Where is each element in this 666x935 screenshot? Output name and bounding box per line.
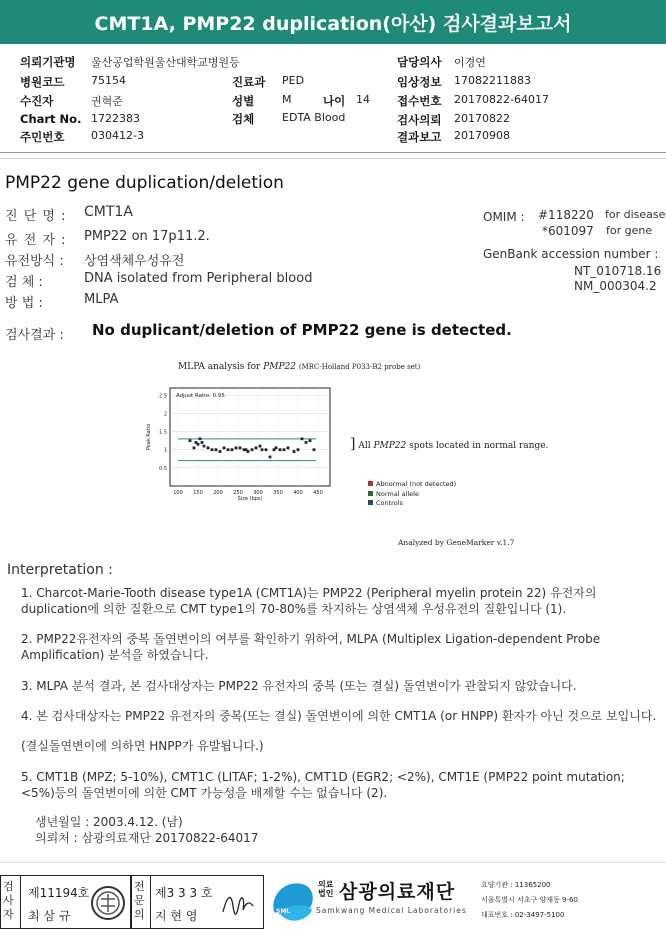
interp-p2: 2. PMP22유전자의 중복 돌연변이의 여부를 확인하기 위하여, MLPA (Multiplex Ligation-dependent Probe Amplification) 분석을 하였습니다. bbox=[21, 632, 601, 662]
specimen-value-2: DNA isolated from Peripheral blood bbox=[84, 271, 313, 286]
data-point bbox=[203, 445, 206, 448]
legend-normal-label: Normal allele bbox=[376, 489, 419, 498]
data-point bbox=[305, 441, 308, 444]
data-point bbox=[235, 446, 238, 449]
data-point bbox=[197, 443, 200, 446]
inheritance-label: 유전방식 : bbox=[5, 254, 64, 269]
genbank-2: NM_000304.2 bbox=[574, 279, 657, 293]
legend-controls-swatch bbox=[368, 500, 373, 505]
chart-annotation-bracket: ] bbox=[350, 436, 356, 452]
x-tick-label: 400 bbox=[293, 490, 303, 496]
plot-area bbox=[170, 388, 330, 486]
gene-label: 유 전 자 : bbox=[5, 233, 67, 248]
x-tick-label: 350 bbox=[273, 490, 283, 496]
x-tick-label: 100 bbox=[173, 490, 183, 496]
mlpa-chart bbox=[140, 380, 350, 510]
footer-divider bbox=[0, 862, 666, 863]
contact-2: 서울특별시 서초구 양재동 9-60 bbox=[481, 896, 578, 904]
org-value: 울산공업학원울산대학교병원등 bbox=[91, 56, 240, 69]
genbank-1: NT_010718.16 bbox=[574, 264, 662, 278]
chart-annotation-suffix: spots located in normal range. bbox=[409, 441, 549, 451]
diagnosis-label: 진 단 명 : bbox=[5, 209, 67, 224]
inspector-seal-icon bbox=[89, 884, 127, 922]
header-divider-top bbox=[0, 152, 666, 153]
interpretation-title: Interpretation : bbox=[7, 562, 113, 578]
brand-english: Samkwang Medical Laboratories bbox=[316, 906, 467, 915]
specialist-divider bbox=[150, 876, 151, 928]
patient-label: 수진자 bbox=[20, 94, 54, 108]
data-point bbox=[219, 450, 222, 453]
legend-controls-label: Controls bbox=[376, 499, 403, 507]
y-tick-label: 1 bbox=[163, 447, 167, 454]
method-value: MLPA bbox=[84, 292, 119, 307]
legend-abnormal-label: Abnormal (not detected) bbox=[376, 480, 457, 488]
legend-controls bbox=[368, 499, 456, 509]
clinical-value: 17082211883 bbox=[454, 74, 531, 87]
specialist-name: 지 현 영 bbox=[155, 909, 198, 923]
omim-2: *601097 bbox=[542, 224, 594, 238]
data-point bbox=[293, 450, 296, 453]
data-point bbox=[215, 448, 218, 451]
request-label: 검사의뢰 bbox=[397, 113, 442, 127]
interp-p5: 5. CMT1B (MPZ; 5-10%), CMT1C (LITAF; 1-2%), CMT1D (EGR2; <2%), CMT1E (PMP22 point mutation; <5%)등의 돌연변이에 의한 CMT 가능성을 배제할 수는 없습니다 (2). bbox=[21, 770, 625, 800]
data-point bbox=[251, 448, 254, 451]
legend-normal-swatch bbox=[368, 491, 373, 496]
inspector-stamp bbox=[0, 875, 132, 929]
chart-annotation-gene: PMP22 bbox=[373, 441, 407, 451]
data-point bbox=[283, 448, 286, 451]
inheritance-value: 상염색체우성유전 bbox=[84, 254, 185, 269]
diagnosis-value: CMT1A bbox=[84, 204, 133, 220]
gene-value: PMP22 on 17p11.2. bbox=[84, 229, 210, 244]
inspector-divider bbox=[20, 876, 21, 928]
report-label: 결과보고 bbox=[397, 130, 442, 144]
patient-value: 권혁준 bbox=[91, 95, 123, 108]
header-divider-bottom bbox=[0, 158, 666, 159]
section-title: PMP22 gene duplication/deletion bbox=[5, 173, 284, 193]
data-point bbox=[275, 446, 278, 449]
dept-value: PED bbox=[282, 74, 305, 87]
data-point bbox=[207, 446, 210, 449]
interp-p1: 1. Charcot-Marie-Tooth disease type1A (CMT1A)는 PMP22 (Peripheral myelin protein 22) 유전자의 duplication에 의한 질환으로 CMT type1의 70-80%를 차지하는 상염색체 우성유전의 질환입니다 (1). bbox=[21, 586, 597, 616]
inspector-number: 제11194호 bbox=[28, 886, 90, 900]
omim-label: OMIM : bbox=[483, 210, 525, 224]
chart-footer: Analyzed by GeneMarker v.1.7 bbox=[398, 538, 515, 547]
data-point bbox=[287, 446, 290, 449]
age-label: 나이 bbox=[323, 94, 346, 108]
hospital-code-value: 75154 bbox=[91, 74, 126, 87]
data-point bbox=[247, 450, 250, 453]
x-axis-label: Size (bps) bbox=[237, 496, 263, 502]
brand-logo-icon bbox=[266, 874, 318, 928]
data-point bbox=[231, 448, 234, 451]
y-axis-label: Peak Ratio bbox=[146, 423, 152, 451]
brand-name: 삼광의료재단 bbox=[339, 881, 456, 903]
data-point bbox=[193, 446, 196, 449]
legend-abnormal bbox=[368, 480, 456, 490]
chart-value: 1722383 bbox=[91, 112, 140, 125]
clinical-label: 임상정보 bbox=[397, 75, 442, 89]
specimen-value: EDTA Blood bbox=[282, 111, 346, 124]
data-point bbox=[211, 448, 214, 451]
chart-title-prefix: MLPA analysis for bbox=[178, 362, 261, 372]
data-point bbox=[313, 448, 316, 451]
method-label: 방 법 : bbox=[5, 296, 43, 311]
data-point bbox=[199, 437, 202, 440]
legend-abnormal-swatch bbox=[368, 481, 373, 486]
data-point bbox=[189, 439, 192, 442]
data-point bbox=[255, 446, 258, 449]
data-point bbox=[279, 448, 282, 451]
y-tick-label: 1.5 bbox=[159, 429, 167, 436]
chart-annotation-prefix: All bbox=[358, 441, 371, 451]
x-tick-label: 250 bbox=[233, 490, 243, 496]
signature-icon bbox=[219, 886, 259, 920]
legend-normal bbox=[368, 490, 456, 500]
specimen-label-2: 검 체 : bbox=[5, 275, 43, 290]
genbank-label: GenBank accession number : bbox=[483, 247, 659, 261]
report-value: 20170908 bbox=[454, 129, 510, 142]
dept-label: 진료과 bbox=[232, 75, 266, 89]
result-label: 검사결과 : bbox=[5, 328, 64, 343]
y-tick-label: 0.5 bbox=[159, 465, 167, 472]
chart-title bbox=[178, 362, 420, 372]
chart-annotation bbox=[350, 436, 548, 452]
doctor-value: 이경연 bbox=[454, 56, 486, 69]
interp-p4b: (결실돌연변이에 의하면 HNPP가 유발됩니다.) bbox=[21, 739, 264, 753]
doctor-label: 담당의사 bbox=[397, 55, 442, 69]
y-tick-label: 2 bbox=[163, 411, 167, 418]
adjust-ratio-label: Adjust Ratio: 0.95 bbox=[176, 393, 225, 399]
chart-title-gene: PMP22 bbox=[263, 362, 296, 372]
interp-p3: 3. MLPA 분석 결과, 본 검사대상자는 PMP22 유전자의 중복 (또는 결실) 돌연변이가 관찰되지 않았습니다. bbox=[21, 679, 577, 693]
specialist-number: 제3 3 3 호 bbox=[155, 886, 213, 900]
data-point bbox=[261, 448, 264, 451]
inspector-label: 검사자 bbox=[3, 880, 14, 921]
requester: 의뢰처 : 삼광의료재단 20170822-64017 bbox=[35, 831, 259, 845]
omim-1-desc: for disease bbox=[605, 208, 666, 221]
chart-legend bbox=[368, 480, 456, 509]
x-tick-label: 300 bbox=[253, 490, 263, 496]
chart-label: Chart No. bbox=[20, 112, 82, 126]
omim-2-desc: for gene bbox=[606, 224, 653, 237]
brand-prefix: 의료법인 bbox=[318, 880, 334, 898]
data-point bbox=[227, 448, 230, 451]
data-point bbox=[265, 448, 268, 451]
age-value: 14 bbox=[356, 93, 370, 106]
interp-p4a: 4. 본 검사대상자는 PMP22 유전자의 중복(또는 결실) 돌연변이에 의한 CMT1A (or HNPP) 환자가 아닌 것으로 보입니다. bbox=[21, 709, 657, 723]
request-value: 20170822 bbox=[454, 112, 510, 125]
brand-sml: SML bbox=[276, 908, 291, 915]
receipt-label: 접수번호 bbox=[397, 94, 442, 108]
data-point bbox=[269, 456, 272, 459]
x-tick-label: 200 bbox=[213, 490, 223, 496]
data-point bbox=[239, 446, 242, 449]
data-point bbox=[297, 448, 300, 451]
specialist-stamp bbox=[130, 875, 264, 929]
data-point bbox=[309, 439, 312, 442]
y-tick-label: 2.5 bbox=[159, 393, 167, 400]
data-point bbox=[201, 441, 204, 444]
report-title: CMT1A, PMP22 duplication(아산) 검사결과보고서 bbox=[0, 0, 666, 44]
specialist-label: 전문의 bbox=[134, 880, 145, 921]
chart-title-suffix: (MRC-Holland P033-B2 probe set) bbox=[298, 363, 421, 371]
org-label: 의뢰기관명 bbox=[20, 55, 76, 69]
id-value: 030412-3 bbox=[91, 129, 144, 142]
hospital-code-label: 병원코드 bbox=[20, 75, 65, 89]
sex-value: M bbox=[282, 93, 292, 106]
specimen-label: 검체 bbox=[232, 112, 255, 126]
receipt-value: 20170822-64017 bbox=[454, 93, 549, 106]
x-tick-label: 450 bbox=[313, 490, 323, 496]
result-value: No duplicant/deletion of PMP22 gene is detected. bbox=[92, 321, 512, 339]
header-info bbox=[0, 50, 666, 150]
contact-3: 대표번호 : 02-3497-5100 bbox=[481, 911, 565, 919]
omim-1: #118220 bbox=[538, 208, 594, 222]
data-point bbox=[223, 446, 226, 449]
x-tick-label: 150 bbox=[193, 490, 203, 496]
data-point bbox=[301, 437, 304, 440]
id-label: 주민번호 bbox=[20, 130, 65, 144]
contact-1: 요양기관 : 11365200 bbox=[481, 881, 551, 889]
data-point bbox=[259, 445, 262, 448]
birth-date: 생년월일 : 2003.4.12. (남) bbox=[35, 815, 183, 829]
inspector-name: 최 삼 규 bbox=[28, 909, 71, 923]
sex-label: 성별 bbox=[232, 94, 255, 108]
